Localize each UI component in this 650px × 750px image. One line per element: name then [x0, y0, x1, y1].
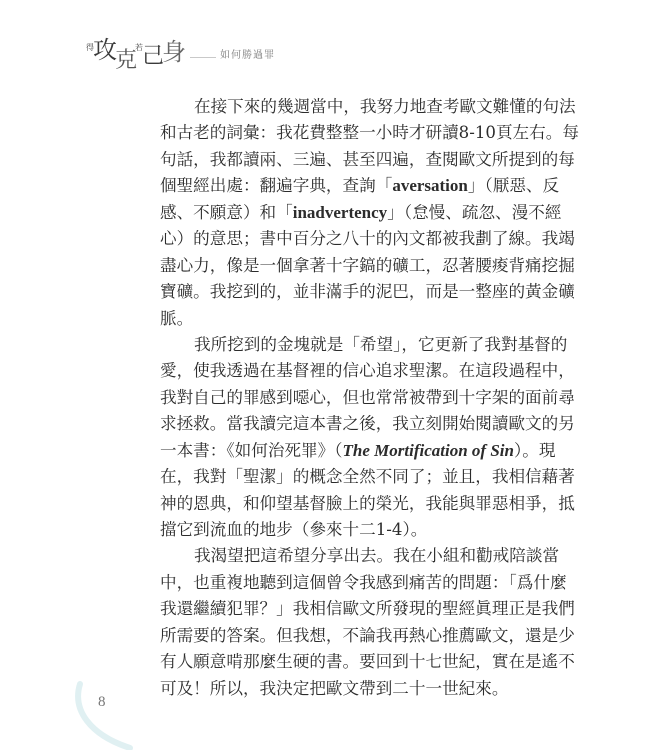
text-line: 神的恩典，和仰望基督臉上的榮光，我能與罪惡相爭，抵	[160, 493, 575, 513]
text-line: 寶礦。我挖到的，並非滿手的泥巴，而是一整座的黃金礦	[160, 282, 575, 302]
text-line: 求拯救。當我讀完這本書之後，我立刻開始閱讀歐文的另	[160, 414, 575, 434]
text-segment: 一本書：《如何治死罪》（	[160, 440, 343, 460]
text-line: 在，我對「聖潔」的概念全然不同了；並且，我相信藉著	[160, 467, 575, 487]
paragraph	[160, 332, 575, 544]
text-segment: 個聖經出處：翻遍字典，查詢「	[160, 176, 393, 196]
text-line: 所需要的答案。但我想，不論我再熱心推薦歐文，還是少	[160, 625, 575, 645]
text-line: 盡心力，像是一個拿著十字鎬的礦工，忍著腰痠背痛挖掘	[160, 255, 575, 275]
title-char: 攻	[93, 36, 115, 64]
text-line: 擋它到流血的地步（參來十二1-4）。	[160, 520, 428, 539]
text-line: 可及！所以，我決定把歐文帶到二十一世紀來。	[160, 678, 509, 698]
title-mark: 若	[135, 43, 142, 52]
header-rule	[190, 57, 216, 58]
english-term: inadvertency	[292, 202, 388, 222]
text-line: 我還繼續犯罪？」我相信歐文所發現的聖經眞理正是我們	[160, 599, 575, 619]
text-segment: 感、不願意）和「	[160, 202, 293, 222]
running-head	[86, 26, 276, 73]
text-line: 我對自己的罪感到噁心，但也常常被帶到十字架的面前尋	[160, 387, 575, 407]
decorative-curve	[70, 680, 160, 750]
title-char: 身	[162, 38, 185, 66]
text-segment: 」（厭惡、反	[467, 176, 560, 196]
english-book-title: The Mortification of Sin	[342, 440, 514, 460]
text-segment: 」（怠慢、疏忽、漫不經	[387, 202, 562, 222]
english-term: aversation	[392, 176, 468, 196]
text-line	[160, 438, 556, 464]
text-line: 在接下來的幾週當中，我努力地查考歐文難懂的句法	[194, 97, 576, 116]
text-line: 心）的意思；書中百分之八十的內文都被我劃了線。我竭	[160, 229, 575, 249]
text-line	[160, 173, 560, 199]
text-line: 有人願意啃那麼生硬的書。要回到十七世紀，實在是遙不	[160, 652, 575, 672]
title-char: 克	[115, 48, 136, 73]
text-line	[160, 200, 562, 226]
text-line: 脈。	[160, 308, 194, 328]
paragraph	[160, 94, 579, 332]
text-line: 中，也重複地聽到這個曾令我感到痛苦的問題：「爲什麼	[160, 572, 567, 592]
body-text	[160, 94, 579, 702]
text-segment: ）。現	[513, 440, 556, 460]
paragraph	[160, 543, 575, 702]
text-line: 和古老的詞彙：我花費整整一小時才研讀8-10頁左右。每	[160, 123, 579, 143]
text-line: 愛，使我透過在基督裡的信心追求聖潔。在這段過程中，	[160, 361, 575, 381]
book-title	[86, 36, 185, 73]
title-char: 己	[142, 44, 163, 69]
book-subtitle: 如何勝過罪	[220, 50, 276, 61]
text-line: 我所挖到的金塊就是「希望」，它更新了我對基督的	[194, 334, 568, 354]
text-line: 句話，我都讀兩、三遍、甚至四遍，查閱歐文所提到的每	[160, 149, 575, 169]
text-line: 我渴望把這希望分享出去。我在小組和勸戒陪談當	[194, 546, 560, 566]
title-mark: 得	[86, 43, 92, 52]
page-number: 8	[98, 694, 106, 710]
